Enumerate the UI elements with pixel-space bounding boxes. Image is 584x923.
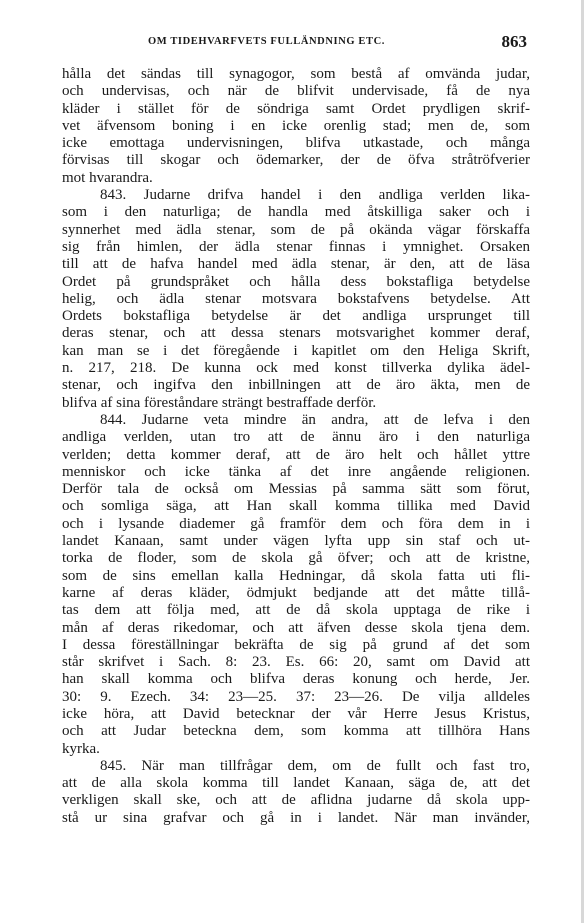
text-line: karne af deras kläder, ödmjukt bedjande att det måtte tillå- bbox=[62, 584, 530, 601]
paragraph-start-843: 843. Judarne drifva handel i den andliga verlden lika- bbox=[100, 187, 530, 204]
text-line: I dessa föreställningar bekräfta de sig på grund af det som bbox=[62, 636, 530, 653]
text-line: Ordet på grundspråket och hålla dess bokstafliga betydelse bbox=[62, 273, 530, 290]
text-line: menniskor och icke tänka af det inre angående religionen. bbox=[62, 463, 530, 480]
text-line: står skrifvet i Sach. 8: 23. Es. 66: 20, samt om David att bbox=[62, 654, 530, 671]
text-line: synnerhet med ädla stenar, som de på okända vägar förskaffa bbox=[62, 221, 530, 238]
text-line: till att de hafva handel med ädla stenar, är den, att de läsa bbox=[62, 256, 530, 273]
text-line: verlden; detta kommer deraf, att de äro helt och hållet yttre bbox=[62, 446, 530, 463]
text-line: helig, och ädla stenar motsvara bokstafvens betydelse. Att bbox=[62, 290, 530, 307]
text-line: kyrka. bbox=[62, 740, 100, 757]
page-header bbox=[62, 34, 527, 56]
text-line: mot hvarandra. bbox=[62, 169, 153, 186]
running-title: OM TIDEHVARFVETS FULLÄNDNING ETC. bbox=[148, 36, 386, 47]
text-line: n. 217, 218. De kunna ock med konst tillverka dylika ädel- bbox=[62, 360, 530, 377]
text-line: och i lysande diademer gå framför dem och föra dem in i bbox=[62, 515, 530, 532]
text-line: mån af deras rikedomar, och att äfven desse skola tjena dem. bbox=[62, 619, 530, 636]
text-line: andliga verlden, utan tro att de ännu äro i den naturliga bbox=[62, 429, 530, 446]
text-line: sig från himlen, der ädla stenar finnas i ymnighet. Orsaken bbox=[62, 238, 530, 255]
text-line: blifva af sina föreståndare strängt bestraffade derför. bbox=[62, 394, 377, 411]
text-line: stå ur sina grafvar och gå in i landet. När man invänder, bbox=[62, 809, 530, 826]
text-line: 30: 9. Ezech. 34: 23—25. 37: 23—26. De vilja alldeles bbox=[62, 688, 530, 705]
text-line: kan man se i det föregående i kapitlet om den Heliga Skrift, bbox=[62, 342, 530, 359]
text-line: som i den naturliga; de handla med åtskilliga saker och i bbox=[62, 204, 530, 221]
text-line: som de sins emellan kalla Hedningar, då skola fatta uti fli- bbox=[62, 567, 530, 584]
text-line: och att Judar betecknа dem, som komma att tillhöra Hans bbox=[62, 723, 530, 740]
text-line: icke höra, att David betecknar der vår Herre Jesus Kristus, bbox=[62, 705, 530, 722]
body-text bbox=[62, 66, 530, 827]
text-line: stenar, och ingifva den inbillningen att de äro äkta, men de bbox=[62, 377, 530, 394]
text-line: landet Kanaan, samt under vägen lyfta upp sin staf och ut- bbox=[62, 533, 530, 550]
text-line: kläder i stället för de söndriga samt Ordet prydligen skrif- bbox=[62, 100, 530, 117]
text-line: och undervisas, och när de blifvit undervisade, få de nya bbox=[62, 83, 530, 100]
text-line: förvisas till skogar och ödemarker, der de öfva stråtröfverier bbox=[62, 152, 530, 169]
page-number: 863 bbox=[501, 32, 527, 51]
paragraph-start-845: 845. När man tillfrågar dem, om de fullt och fast tro, bbox=[100, 757, 530, 774]
text-line: icke emottaga undervisningen, blifva utkastade, och många bbox=[62, 135, 530, 152]
text-line: Ordets bokstafliga betydelse är det andliga ursprunget till bbox=[62, 308, 530, 325]
text-line: vet äfvensom boning i en icke orenlig stad; men de, som bbox=[62, 117, 530, 134]
text-line: att de alla skola komma till landet Kanaan, säga de, att det bbox=[62, 775, 530, 792]
text-line: deras stenar, och att dessa stenars motsvarighet kommer deraf, bbox=[62, 325, 530, 342]
text-line: tas dem att följa med, att de då skola upptaga de rike i bbox=[62, 602, 530, 619]
text-line: han skall komma och blifva deras konung och herde, Jer. bbox=[62, 671, 530, 688]
paragraph-start-844: 844. Judarne veta mindre än andra, att de lefva i den bbox=[100, 411, 530, 428]
text-line: och somliga säga, att Han skall komma tillika med David bbox=[62, 498, 530, 515]
text-line: verkligen skall ske, och att de aflidna judarne då skola upp- bbox=[62, 792, 530, 809]
text-line: torka de floder, som de skola gå öfver; och att de kristne, bbox=[62, 550, 530, 567]
text-line: Derför tala de också om Messias på samma sätt som förut, bbox=[62, 481, 530, 498]
text-line: hålla det sändas till synagogor, som bestå af omvända judar, bbox=[62, 66, 530, 82]
